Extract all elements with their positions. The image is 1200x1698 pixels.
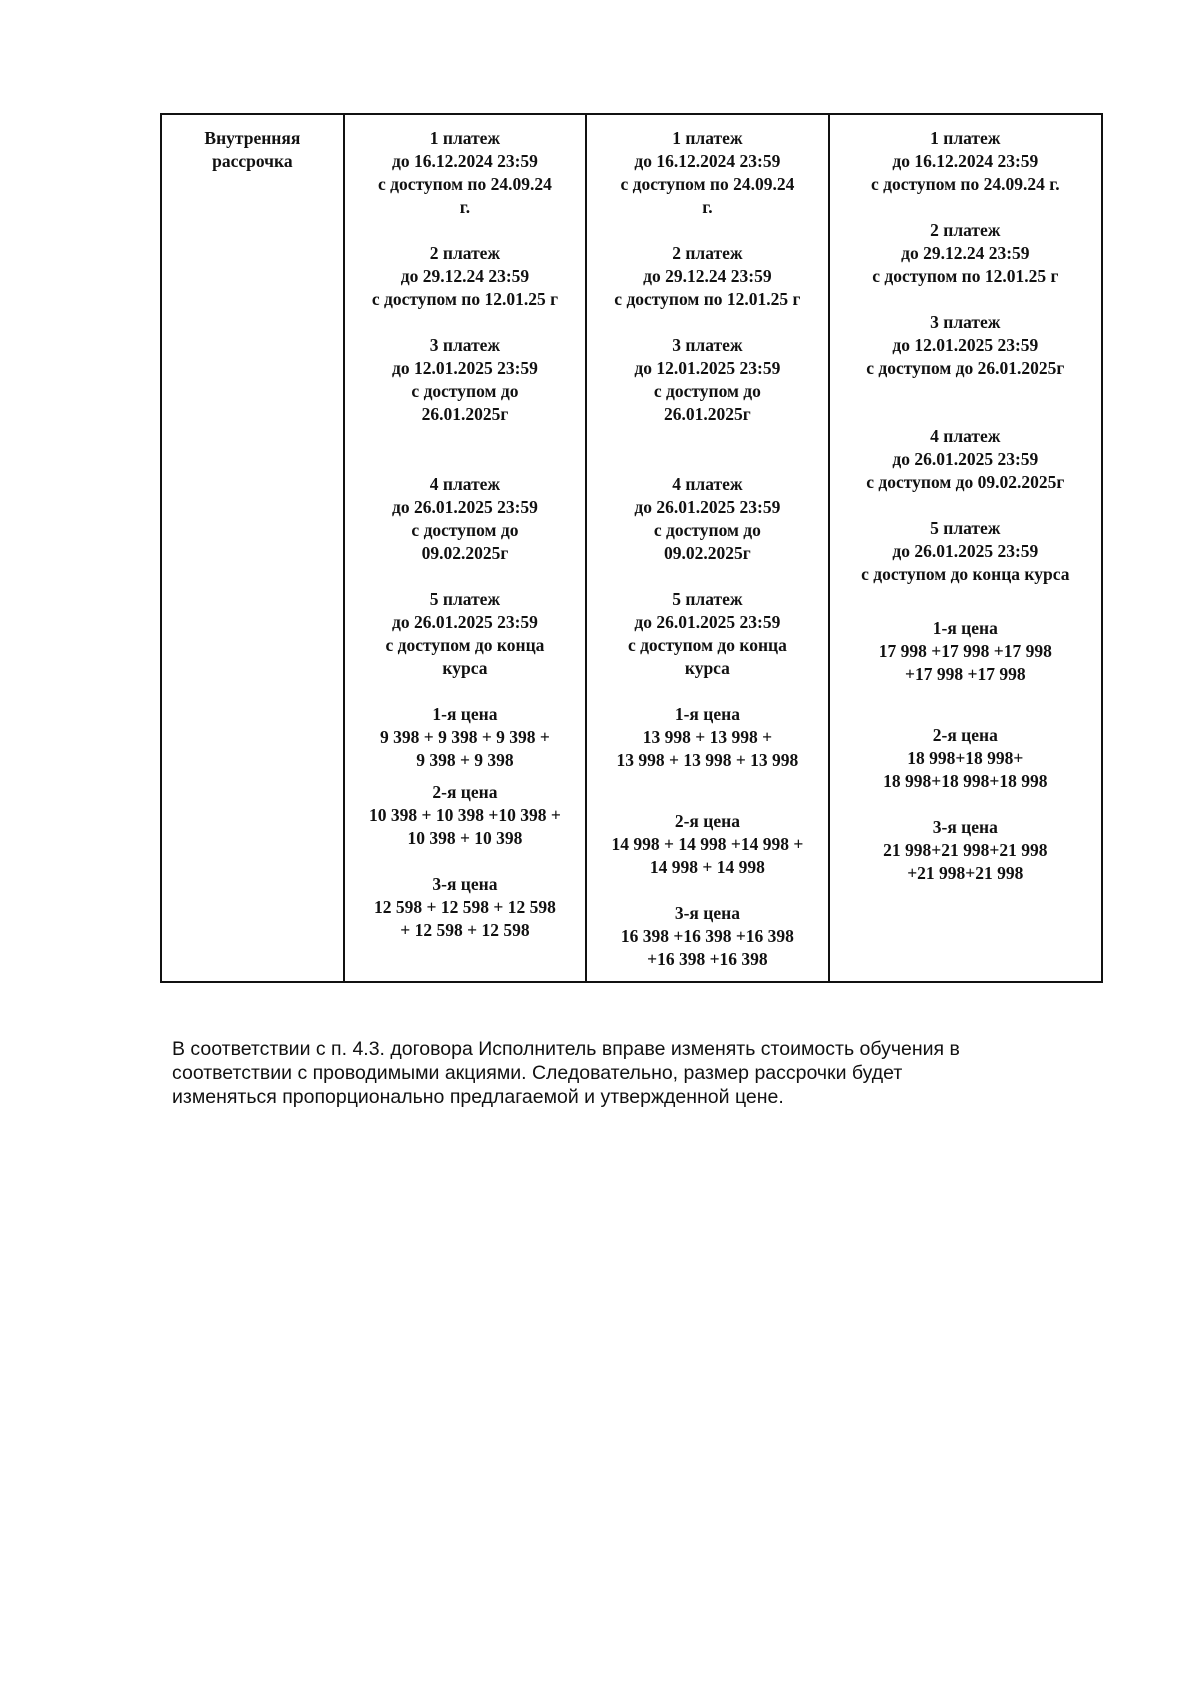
price-amounts: 13 998 + 13 998 + 13 998 <box>616 750 799 770</box>
row-label-line: рассрочка <box>212 151 293 171</box>
payment-detail: курса <box>684 658 730 678</box>
payment-block <box>351 127 579 219</box>
payment-detail: 26.01.2025г <box>421 404 509 424</box>
payment-detail: с доступом по 24.09.24 <box>620 174 795 194</box>
payment-title: 1 платеж <box>930 128 1001 148</box>
note-line: изменяться пропорционально предлагаемой и утвержденной цене. <box>172 1086 784 1108</box>
payment-detail: курса <box>442 658 488 678</box>
price-block <box>351 703 579 772</box>
payment-detail: до 26.01.2025 23:59 <box>634 497 781 517</box>
payment-detail: с доступом по 24.09.24 г. <box>871 174 1060 194</box>
payment-detail: до 16.12.2024 23:59 <box>892 151 1039 171</box>
payment-detail: 26.01.2025г <box>664 404 751 424</box>
plan-cell <box>586 114 828 982</box>
price-amounts: +17 998 +17 998 <box>905 664 1026 684</box>
payment-detail: до 12.01.2025 23:59 <box>634 358 781 378</box>
payment-detail: г. <box>702 197 713 217</box>
payment-detail: с доступом до конца <box>627 635 787 655</box>
price-title: 3-я цена <box>432 874 498 894</box>
price-block <box>593 902 821 971</box>
payment-block <box>836 517 1095 586</box>
price-title: 3-я цена <box>932 817 998 837</box>
payment-title: 3 платеж <box>429 335 501 355</box>
payment-title: 1 платеж <box>429 128 501 148</box>
payment-title: 5 платеж <box>429 589 501 609</box>
payment-detail: до 26.01.2025 23:59 <box>892 449 1039 469</box>
payment-detail: с доступом до конца <box>385 635 545 655</box>
payment-title: 4 платеж <box>930 426 1001 446</box>
payment-title: 3 платеж <box>672 335 743 355</box>
payment-title: 2 платеж <box>672 243 743 263</box>
payment-title: 4 платеж <box>672 474 743 494</box>
price-amounts: 9 398 + 9 398 <box>416 750 514 770</box>
price-block <box>593 810 821 879</box>
payment-detail: до 29.12.24 23:59 <box>643 266 772 286</box>
payment-detail: с доступом до конца курса <box>861 564 1070 584</box>
payment-block <box>593 473 821 565</box>
payment-detail: г. <box>459 197 471 217</box>
price-title: 1-я цена <box>432 704 498 724</box>
price-block <box>351 781 579 850</box>
price-amounts: +16 398 +16 398 <box>647 949 768 969</box>
payment-block <box>836 219 1095 288</box>
payment-block <box>351 242 579 311</box>
price-amounts: 16 398 +16 398 +16 398 <box>620 926 794 946</box>
payment-block <box>593 588 821 680</box>
price-block <box>593 703 821 772</box>
price-amounts: 14 998 + 14 998 +14 998 + <box>611 834 804 854</box>
payment-detail: до 26.01.2025 23:59 <box>634 612 781 632</box>
payment-block <box>351 334 579 426</box>
price-block <box>836 816 1095 885</box>
payment-detail: до 26.01.2025 23:59 <box>391 497 538 517</box>
payment-title: 5 платеж <box>930 518 1001 538</box>
price-amounts: 12 598 + 12 598 + 12 598 <box>374 897 556 917</box>
payment-detail: до 12.01.2025 23:59 <box>892 335 1039 355</box>
payment-block <box>351 473 579 565</box>
contract-note <box>172 1037 1102 1109</box>
payment-title: 2 платеж <box>930 220 1001 240</box>
price-amounts: 21 998+21 998+21 998 <box>883 840 1048 860</box>
payment-title: 5 платеж <box>672 589 743 609</box>
payment-block <box>351 588 579 680</box>
payment-block <box>836 311 1095 380</box>
note-line: соответствии с проводимыми акциями. Следовательно, размер рассрочки будет <box>172 1062 903 1084</box>
payment-detail: до 26.01.2025 23:59 <box>892 541 1039 561</box>
payment-block <box>593 127 821 219</box>
plan-cell <box>829 114 1102 982</box>
price-amounts: 17 998 +17 998 +17 998 <box>878 641 1052 661</box>
payment-detail: 09.02.2025г <box>664 543 751 563</box>
payment-block <box>593 334 821 426</box>
payment-detail: до 16.12.2024 23:59 <box>634 151 781 171</box>
price-amounts: 9 398 + 9 398 + 9 398 + <box>379 727 550 747</box>
payment-detail: до 26.01.2025 23:59 <box>391 612 538 632</box>
price-amounts: 18 998+18 998+18 998 <box>883 771 1048 791</box>
payment-detail: до 29.12.24 23:59 <box>400 266 530 286</box>
payment-title: 3 платеж <box>930 312 1001 332</box>
price-title: 2-я цена <box>432 782 498 802</box>
payment-title: 2 платеж <box>429 243 501 263</box>
payment-block <box>836 127 1095 196</box>
payment-detail: с доступом до <box>653 381 761 401</box>
price-block <box>836 617 1095 686</box>
price-amounts: 10 398 + 10 398 +10 398 + <box>369 805 561 825</box>
payment-detail: до 29.12.24 23:59 <box>901 243 1030 263</box>
payment-detail: с доступом до <box>653 520 761 540</box>
payment-detail: с доступом по 12.01.25 г <box>872 266 1059 286</box>
payment-detail: с доступом по 12.01.25 г <box>614 289 801 309</box>
payment-title: 4 платеж <box>429 474 501 494</box>
table-row <box>161 114 1102 982</box>
price-block <box>351 873 579 942</box>
payment-detail: до 12.01.2025 23:59 <box>391 358 538 378</box>
price-block <box>836 724 1095 793</box>
row-label-line: Внутренняя <box>204 128 301 148</box>
payment-detail: до 16.12.2024 23:59 <box>391 151 538 171</box>
payment-detail: с доступом по 24.09.24 <box>378 174 552 194</box>
row-label-cell <box>161 114 344 982</box>
note-line: В соответствии с п. 4.3. договора Исполнитель вправе изменять стоимость обучения в <box>172 1038 960 1060</box>
payment-detail: 09.02.2025г <box>421 543 509 563</box>
payment-block <box>836 425 1095 494</box>
payment-detail: с доступом до 09.02.2025г <box>866 472 1065 492</box>
payment-detail: с доступом до 26.01.2025г <box>866 358 1065 378</box>
price-title: 2-я цена <box>674 811 740 831</box>
price-amounts: 13 998 + 13 998 + <box>642 727 773 747</box>
price-amounts: 18 998+18 998+ <box>907 748 1024 768</box>
installment-table <box>160 113 1103 983</box>
price-title: 3-я цена <box>674 903 740 923</box>
payment-block <box>593 242 821 311</box>
payment-detail: с доступом до <box>411 520 519 540</box>
price-title: 1-я цена <box>932 618 998 638</box>
price-amounts: 14 998 + 14 998 <box>649 857 765 877</box>
plan-cell <box>344 114 586 982</box>
price-amounts: 10 398 + 10 398 <box>407 828 523 848</box>
price-amounts: + 12 598 + 12 598 <box>400 920 530 940</box>
payment-detail: с доступом до <box>411 381 519 401</box>
price-title: 2-я цена <box>932 725 998 745</box>
payment-title: 1 платеж <box>672 128 743 148</box>
price-title: 1-я цена <box>674 704 740 724</box>
payment-detail: с доступом по 12.01.25 г <box>371 289 559 309</box>
price-amounts: +21 998+21 998 <box>907 863 1024 883</box>
